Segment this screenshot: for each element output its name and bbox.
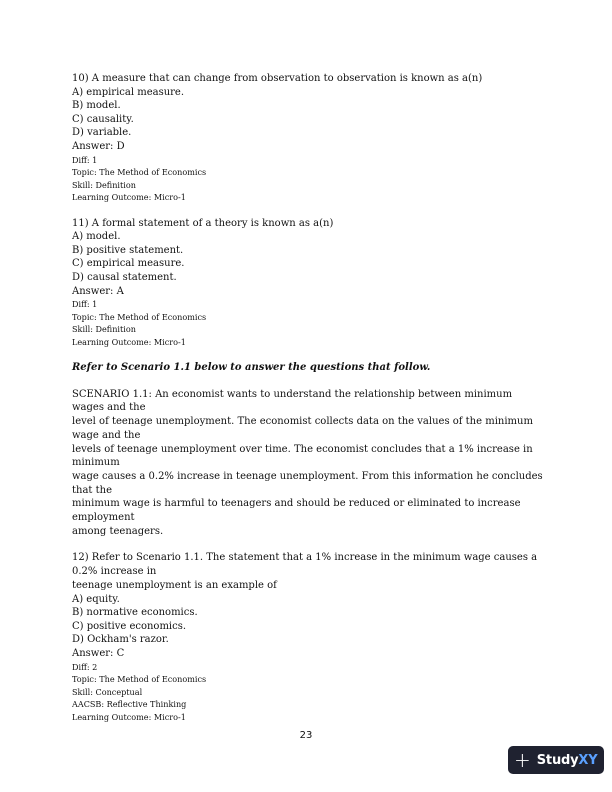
option-a: A) equity. xyxy=(72,593,120,605)
scenario-line: wage causes a 0.2% increase in teenage unemployment. From this information he concludes that the xyxy=(72,470,543,496)
meta-skill: Skill: Definition xyxy=(72,324,136,335)
question-text: teenage unemployment is an example of xyxy=(72,579,277,591)
studyxy-badge[interactable] xyxy=(508,746,604,774)
meta-topic: Topic: The Method of Economics xyxy=(72,311,207,322)
scenario-line: level of teenage unemployment. The economist collects data on the values of the minimum wage and the xyxy=(72,416,533,441)
meta-difficulty: Diff: 1 xyxy=(72,154,98,165)
meta-topic: Topic: The Method of Economics xyxy=(72,674,207,685)
answer: Answer: A xyxy=(72,285,124,297)
brand-name xyxy=(537,753,598,768)
question-10 xyxy=(72,72,547,204)
scenario-line: minimum wage is harmful to teenagers and should be reduced or eliminated to increase employment xyxy=(72,498,521,524)
answer: Answer: C xyxy=(72,647,125,659)
meta-learning-outcome: Learning Outcome: Micro-1 xyxy=(72,336,186,347)
question-text: 10) A measure that can change from observation to observation is known as a(n) xyxy=(72,73,483,84)
document-page xyxy=(72,72,547,723)
option-d: D) variable. xyxy=(72,127,132,139)
scenario-instruction: Refer to Scenario 1.1 below to answer the questions that follow. xyxy=(72,362,431,374)
brand-main: Study xyxy=(536,752,579,768)
plus-icon: + xyxy=(514,748,531,772)
option-b: B) normative economics. xyxy=(72,607,198,619)
meta-difficulty: Diff: 1 xyxy=(72,299,98,310)
option-a: A) model. xyxy=(72,231,121,243)
meta-skill: Skill: Definition xyxy=(72,179,136,190)
brand-accent: XY xyxy=(578,752,598,768)
option-a: A) empirical measure. xyxy=(72,86,185,98)
option-b: B) positive statement. xyxy=(72,244,184,256)
meta-learning-outcome: Learning Outcome: Micro-1 xyxy=(72,711,186,722)
option-d: D) Ockham's razor. xyxy=(72,634,169,646)
meta-topic: Topic: The Method of Economics xyxy=(72,167,207,178)
scenario-line: levels of teenage unemployment over time. The economist concludes that a 1% increase in minimum xyxy=(72,443,533,469)
option-b: B) model. xyxy=(72,100,121,112)
option-c: C) empirical measure. xyxy=(72,258,185,270)
meta-aacsb: AACSB: Reflective Thinking xyxy=(72,699,187,710)
question-text: 12) Refer to Scenario 1.1. The statement that a 1% increase in the minimum wage causes a 0.2% increase in xyxy=(72,552,538,578)
question-12 xyxy=(72,551,547,723)
scenario-text xyxy=(72,388,547,539)
option-c: C) causality. xyxy=(72,113,134,125)
scenario-line: among teenagers. xyxy=(72,525,164,537)
question-text: 11) A formal statement of a theory is known as a(n) xyxy=(72,217,334,229)
page-number: 23 xyxy=(299,730,313,741)
answer: Answer: D xyxy=(72,140,125,152)
option-d: D) causal statement. xyxy=(72,271,177,283)
question-11 xyxy=(72,217,547,349)
scenario-line: SCENARIO 1.1: An economist wants to understand the relationship between minimum wages and the xyxy=(72,388,513,414)
meta-skill: Skill: Conceptual xyxy=(72,686,143,697)
option-c: C) positive economics. xyxy=(72,620,187,632)
meta-difficulty: Diff: 2 xyxy=(72,661,98,672)
meta-learning-outcome: Learning Outcome: Micro-1 xyxy=(72,192,186,203)
